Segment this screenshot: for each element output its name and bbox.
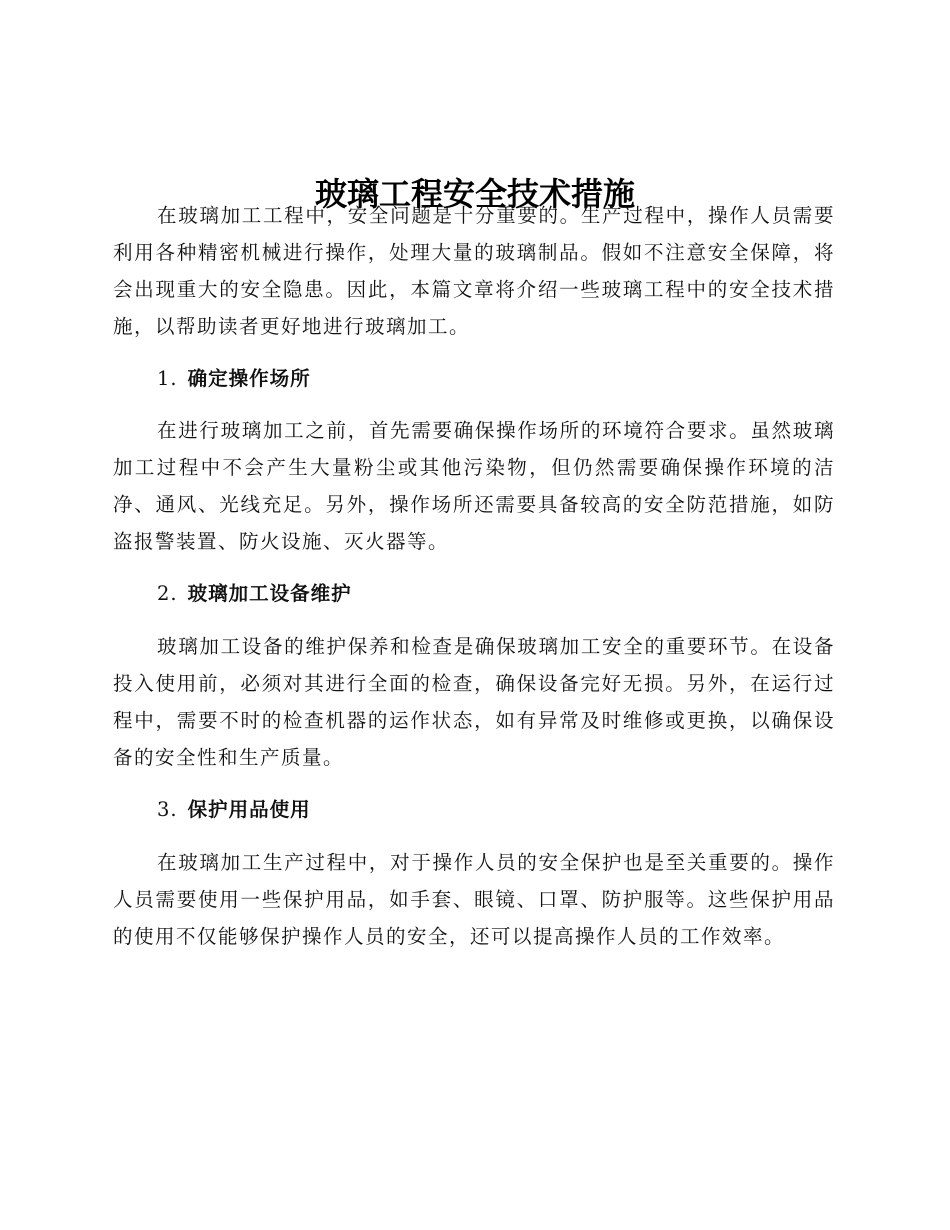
section-heading-3 [157,795,311,825]
section-number: 1. [157,367,178,390]
section-heading-text: 玻璃加工设备维护 [187,582,352,605]
section-paragraph-1: 在进行玻璃加工之前，首先需要确保操作场所的环境符合要求。虽然玻璃加工过程中不会产生大量粉尘或其他污染物，但仍然需要确保操作环境的洁净、通风、光线充足。另外，操作场所还需要具备较高的安全防范措施，如防盗报警装置、防火设施、灭火器等。 [113,419,835,553]
intro-paragraph: 在玻璃加工工程中，安全问题是十分重要的。生产过程中，操作人员需要利用各种精密机械进行操作，处理大量的玻璃制品。假如不注意安全保障，将会出现重大的安全隐患。因此，本篇文章将介绍一些玻璃工程中的安全技术措施，以帮助读者更好地进行玻璃加工。 [113,204,835,338]
section-heading-2 [157,579,352,609]
section-heading-1 [157,364,311,394]
section-paragraph-3: 在玻璃加工生产过程中，对于操作人员的安全保护也是至关重要的。操作人员需要使用一些保护用品，如手套、眼镜、口罩、防护服等。这些保护用品的使用不仅能够保护操作人员的安全，还可以提高操作人员的工作效率。 [113,851,835,948]
section-heading-text: 保护用品使用 [187,798,311,821]
section-number: 2. [157,582,178,605]
section-number: 3. [157,798,178,821]
document-title: 玻璃工程安全技术措施 [314,175,635,214]
section-heading-text: 确定操作场所 [187,367,311,390]
section-paragraph-2: 玻璃加工设备的维护保养和检查是确保玻璃加工安全的重要环节。在设备投入使用前，必须对其进行全面的检查，确保设备完好无损。另外，在运行过程中，需要不时的检查机器的运作状态，如有异常及时维修或更换，以确保设备的安全性和生产质量。 [113,635,835,769]
